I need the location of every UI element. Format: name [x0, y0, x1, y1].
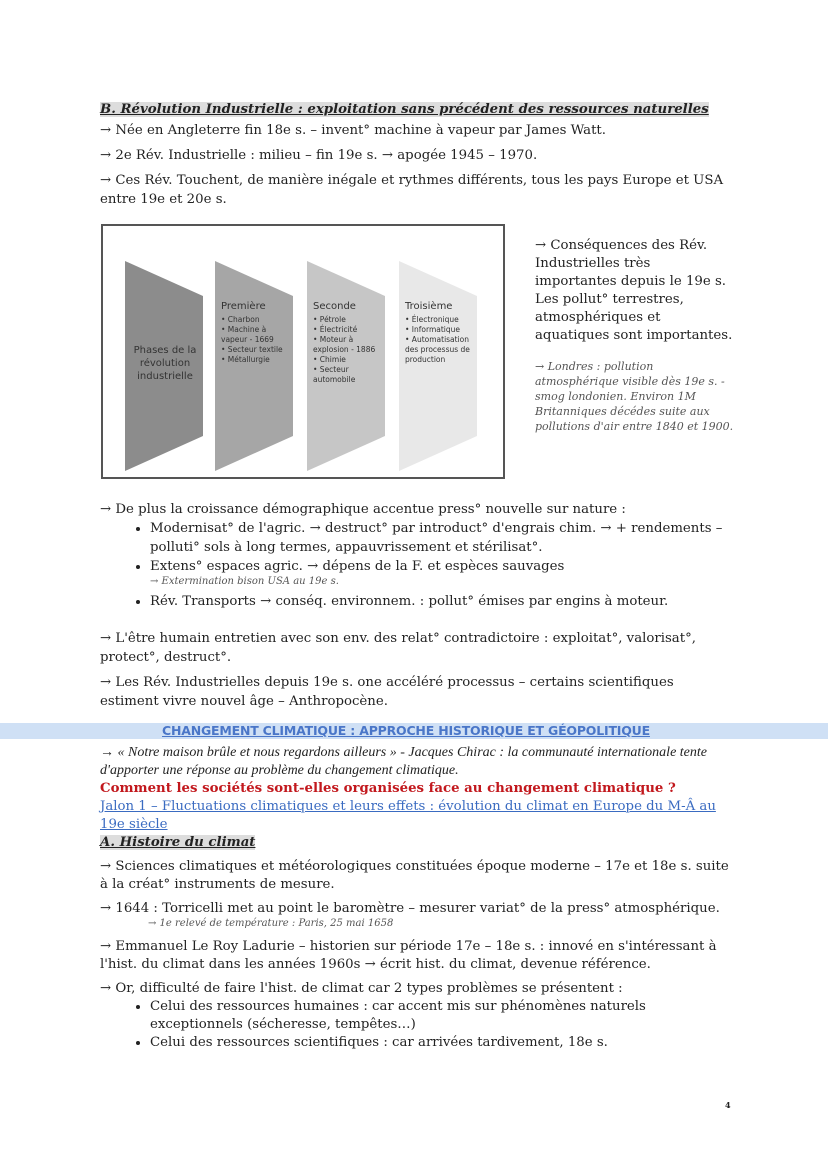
phase-item: • Charbon	[221, 315, 260, 324]
list-item: • Modernisat° de l'agric. → destruct° par introduct° d'engrais chim. → + rendements – polluti° sols à long termes, appauvrissement et stérilisat°.	[150, 519, 732, 557]
phase-item: • Informatique	[405, 325, 461, 334]
list-item: • Celui des ressources scientifiques : car arrivées tardivement, 18e s.	[150, 1034, 732, 1052]
paragraph: → Sciences climatiques et météorologiques constituées époque moderne – 17e et 18e s. suite à la créat° instruments de mesure.	[100, 859, 729, 892]
phase-name: Première	[221, 301, 266, 312]
phase-item: • Pétrole	[313, 315, 346, 324]
page-number: 4	[725, 1100, 731, 1110]
bison-note: → Extermination bison USA au 19e s.	[150, 576, 339, 587]
bullet-list	[100, 519, 732, 576]
climate-section	[100, 744, 732, 1052]
paragraph: → 1644 : Torricelli met au point le baromètre – mesurer variat° de la press° atmosphérique.	[100, 901, 720, 916]
paragraph: → Or, difficulté de faire l'hist. de climat car 2 types problèmes se présentent :	[100, 981, 623, 996]
consequences-text: → Conséquences des Rév. Industrielles très importantes depuis le 19e s. Les pollut° terrestres, atmosphériques et aquatiques sont importantes.	[535, 238, 733, 343]
phase-item: • Métallurgie	[221, 355, 270, 364]
paragraph: → Née en Angleterre fin 18e s. – invent° machine à vapeur par James Watt.	[100, 123, 606, 138]
chirac-quote: → « Notre maison brûle et nous regardons ailleurs » - Jacques Chirac : la communauté internationale tente d'apporter une réponse au problème du changement climatique.	[100, 745, 707, 778]
paragraph: → Les Rév. Industrielles depuis 19e s. one accéléré processus – certains scientifiques estiment vivre nouvel âge – Anthropocène.	[100, 675, 674, 709]
phase-item: • Chimie	[313, 355, 346, 364]
phase-item: • Automatisation des processus de production	[405, 335, 470, 364]
side-notes	[535, 237, 735, 434]
phase-item: • Électronique	[405, 315, 459, 324]
paragraph: → L'être humain entretien avec son env. des relat° contradictoire : exploitat°, valorisat°, protect°, destruct°.	[100, 631, 696, 665]
phase-item: • Moteur à explosion - 1886	[313, 335, 376, 354]
section-b	[100, 100, 732, 209]
phase-item: • Secteur textile	[221, 345, 283, 354]
problematic-question: Comment les sociétés sont-elles organisées face au changement climatique ?	[100, 781, 676, 796]
temperature-note: → 1e relevé de température : Paris, 25 mai 1658	[148, 918, 394, 929]
phase-first	[221, 301, 293, 365]
revolution-phases-figure	[101, 224, 505, 479]
jalon-title: Jalon 1 – Fluctuations climatiques et leurs effets : évolution du climat en Europe du M-Â au 19e siècle	[100, 799, 716, 832]
chapter-banner	[0, 723, 828, 739]
paragraph: → 2e Rév. Industrielle : milieu – fin 19e s. → apogée 1945 – 1970.	[100, 148, 538, 163]
section-heading: B. Révolution Industrielle : exploitation sans précédent des ressources naturelles	[100, 102, 709, 117]
list-item: • Extens° espaces agric. → dépens de la F. et espèces sauvages	[150, 557, 732, 576]
section-heading: A. Histoire du climat	[100, 835, 256, 850]
phase-name: Troisième	[405, 301, 453, 312]
bullet-list	[100, 592, 732, 611]
paragraph: → De plus la croissance démographique accentue press° nouvelle sur nature :	[100, 502, 626, 517]
phase-item: • Électricité	[313, 325, 358, 334]
london-note: → Londres : pollution atmosphérique visible dès 19e s. - smog londonien. Environ 1M Britanniques décédes suite aux pollutions d'air entre 1840 et 1900.	[535, 360, 734, 433]
paragraph: → Ces Rév. Touchent, de manière inégale et rythmes différents, tous les pays Europe et USA entre 19e et 20e s.	[100, 173, 724, 207]
list-item: • Celui des ressources humaines : car accent mis sur phénomènes naturels exceptionnels (sécheresse, tempêtes…)	[150, 998, 732, 1034]
phase-second	[313, 301, 383, 385]
list-item: • Rév. Transports → conséq. environnem. : pollut° émises par engins à moteur.	[150, 592, 732, 611]
phase-third	[405, 301, 477, 365]
phase-item: • Secteur automobile	[313, 365, 356, 384]
paragraph: → Emmanuel Le Roy Ladurie – historien sur période 17e – 18e s. : innové en s'intéressant à l'hist. du climat dans les années 1960s → écrit hist. du climat, devenue référence.	[100, 939, 717, 972]
phase-name: Seconde	[313, 301, 356, 312]
figure-title: Phases de la révolution industrielle	[133, 345, 197, 382]
phase-item: • Machine à vapeur - 1669	[221, 325, 274, 344]
bullet-list	[100, 998, 732, 1052]
chapter-title: CHANGEMENT CLIMATIQUE : APPROCHE HISTORIQUE ET GÉOPOLITIQUE	[162, 723, 650, 738]
demography-section	[100, 500, 732, 711]
